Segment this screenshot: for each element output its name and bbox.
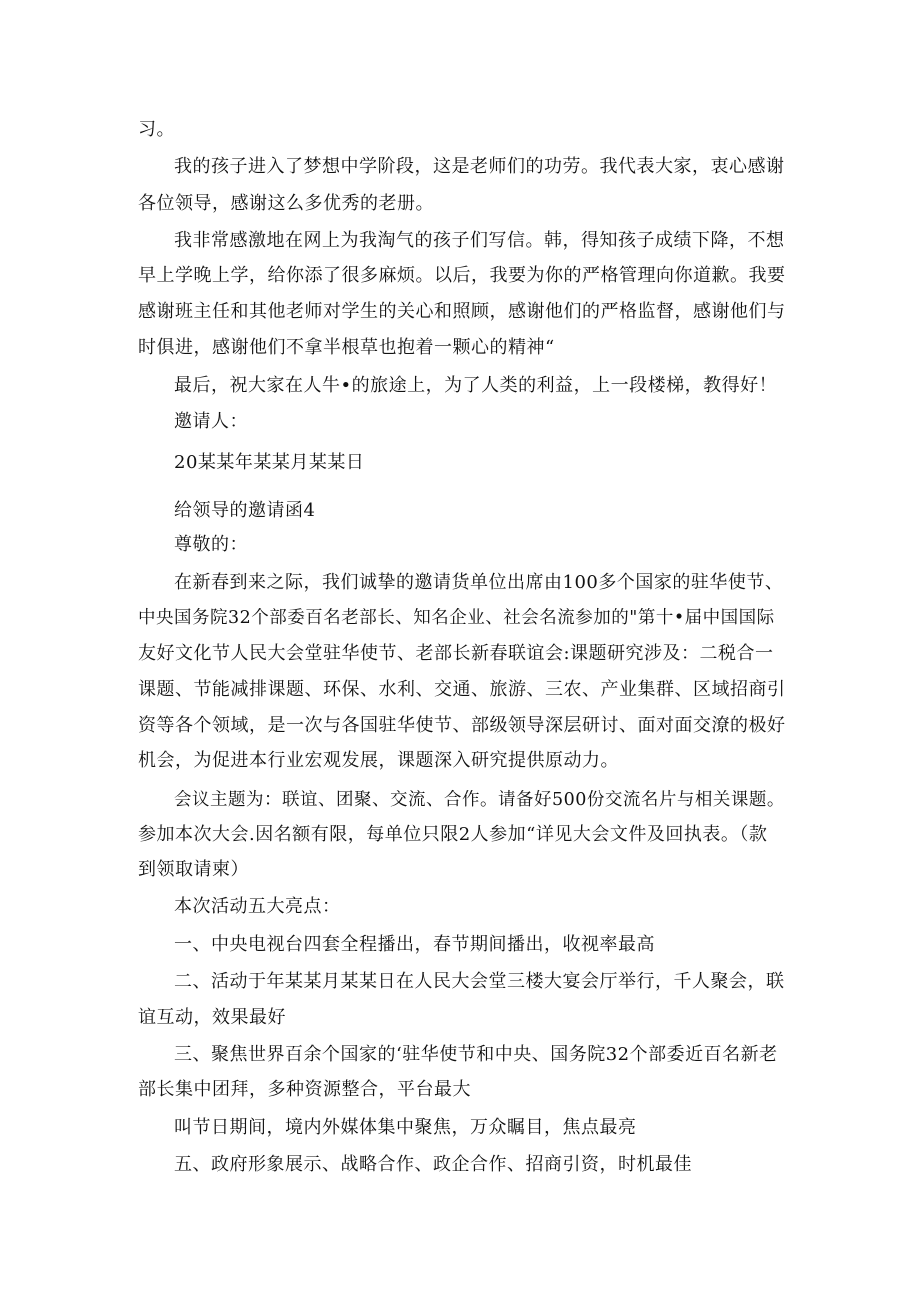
- text-line: 部长集中团拜，多种资源整合，平台最大: [138, 1079, 471, 1100]
- text-line: 本次活动五大亮点：: [174, 896, 341, 917]
- list-item: 二、活动于年某某月某某日在人民大会堂三楼大宴会厅举行，千人聚会，联: [174, 971, 785, 992]
- text-line: 机会，为促进本行业宏观发展，课题深入研究提供原动力。: [138, 750, 619, 771]
- text-line: 邀请人：: [174, 411, 248, 432]
- text-line: 参加本次大会.因名额有限，每单位只限2人参加“详见大会文件及回执表。（款: [138, 824, 768, 845]
- list-item: 叫节日期间，境内外媒体集中聚焦，万众瞩目，焦点最亮: [174, 1117, 637, 1138]
- text-line: 各位领导，感谢这么多优秀的老册。: [138, 193, 434, 214]
- section-title: 给领导的邀请函4: [174, 500, 316, 521]
- text-line: 感谢班主任和其他老师对学生的关心和照顾，感谢他们的严格监督，感谢他们与: [138, 301, 786, 322]
- text-line: 我的孩子进入了梦想中学阶段，这是老师们的功劳。我代表大家，衷心感谢: [174, 156, 785, 177]
- text-line: 到领取请柬）: [138, 859, 249, 880]
- list-item: 五、政府形象展示、战略合作、政企合作、招商引资，时机最佳: [174, 1154, 692, 1175]
- text-line: 时俱进，感谢他们不拿半根草也抱着一颗心的精神“: [138, 337, 555, 358]
- text-line: 最后，祝大家在人牛•的旅途上，为了人类的利益，上一段楼梯，教得好！: [174, 375, 778, 396]
- text-line: 在新春到来之际，我们诚挚的邀请货单位出席由100多个国家的驻华使节、: [174, 572, 784, 593]
- text-line: 20某某年某某月某某日: [174, 452, 365, 473]
- text-line: 会议主题为：联谊、团聚、交流、合作。请备好500份交流名片与相关课题。: [174, 790, 785, 810]
- text-line: 习。: [138, 119, 175, 140]
- list-item: 三、聚焦世界百余个国家的‘驻华使节和中央、国务院32个部委近百名新老: [174, 1044, 778, 1065]
- text-line: 尊敬的：: [174, 534, 248, 555]
- text-line: 课题、节能减排课题、环保、水利、交通、旅游、三农、产业集群、区域招商引: [138, 679, 786, 700]
- text-line: 谊互动，效果最好: [138, 1007, 286, 1028]
- text-line: 我非常感激地在网上为我淘气的孩子们写信。韩，得知孩子成绩下降，不想: [174, 230, 785, 251]
- text-line: 早上学晚上学，给你添了很多麻烦。以后，我要为你的严格管理向你道歉。我要: [138, 265, 786, 286]
- text-line: 友好文化节人民大会堂驻华使节、老部长新春联谊会:课题研究涉及：二税合一: [138, 643, 774, 664]
- list-item: 一、中央电视台四套全程播出，春节期间播出，收视率最高: [174, 934, 655, 955]
- text-line: 中央国务院32个部委百名老部长、知名企业、社会名流参加的"第十•届中国国际: [138, 608, 775, 628]
- text-line: 资等各个领域，是一次与各国驻华使节、部级领导深层研讨、面对面交潦的极好: [138, 715, 786, 736]
